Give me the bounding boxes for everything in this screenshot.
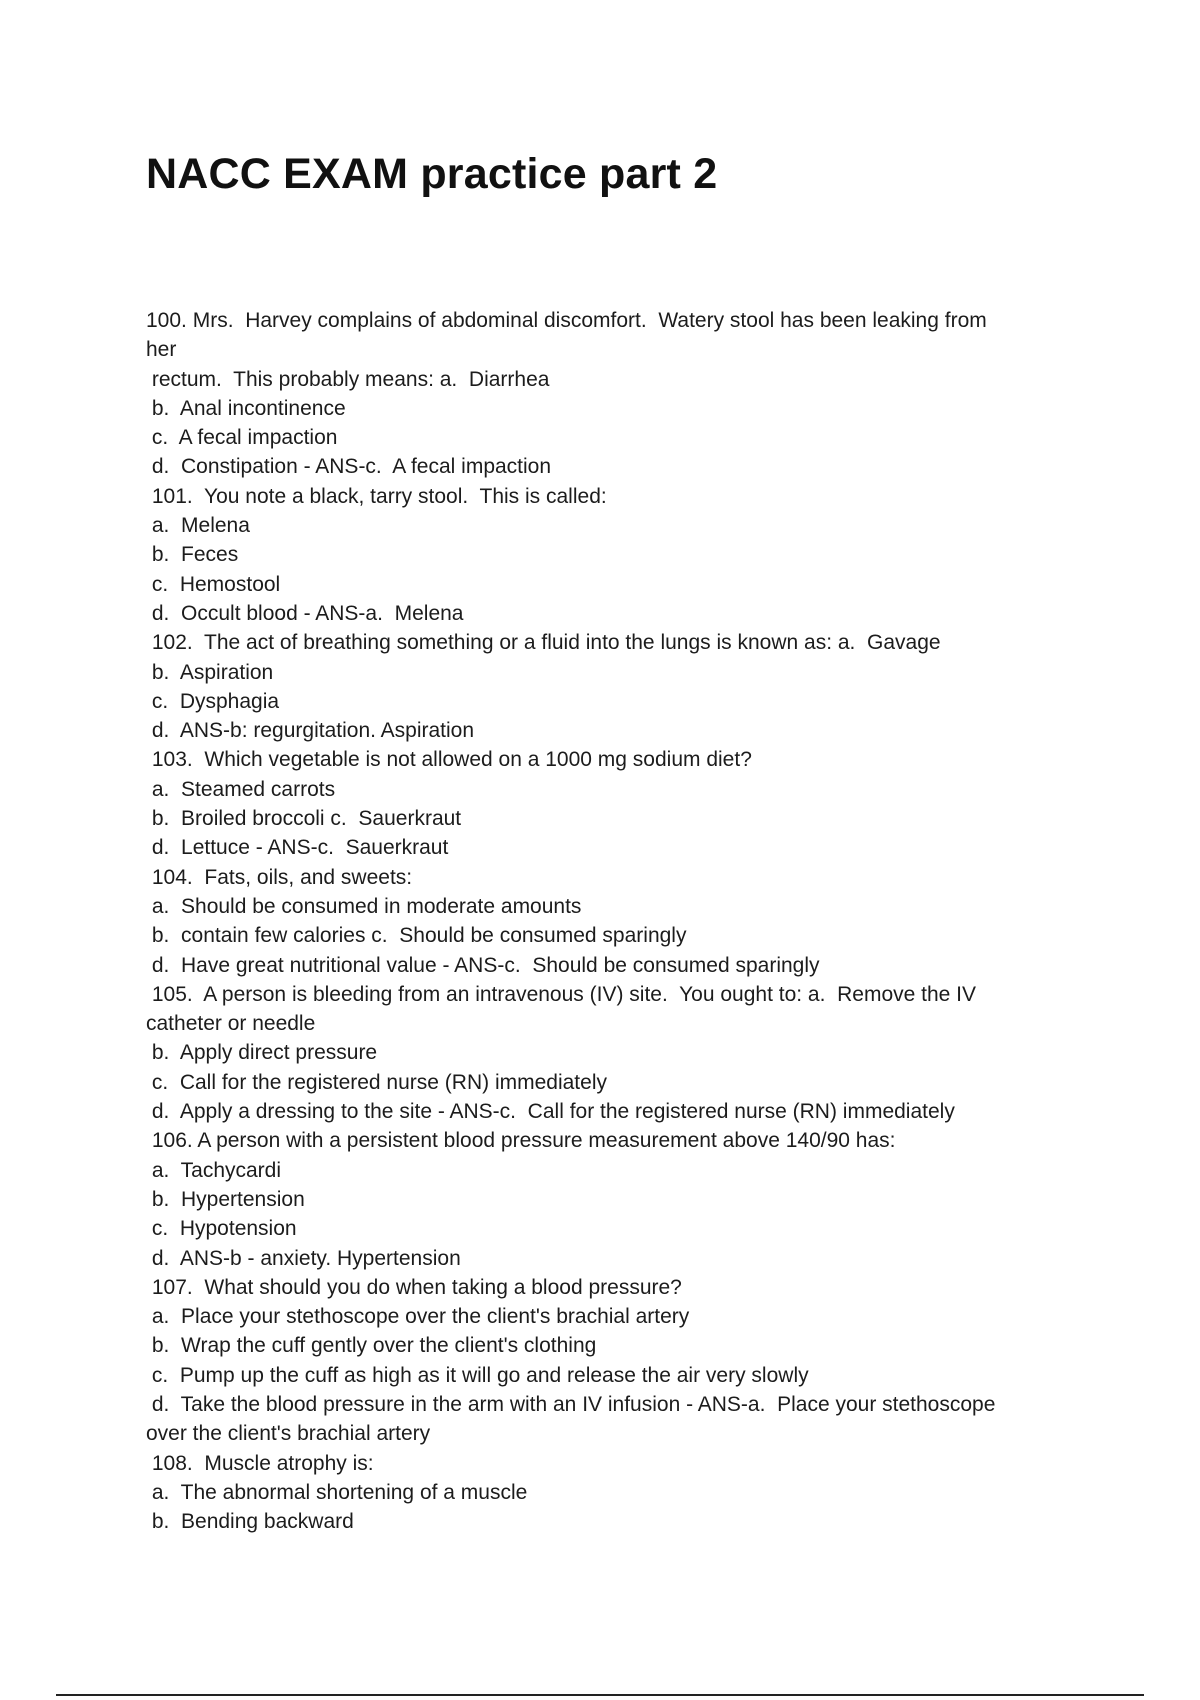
- text-line: d. Constipation - ANS-c. A fecal impaction: [146, 455, 552, 479]
- text-line: 101. You note a black, tarry stool. This is called:: [146, 484, 607, 508]
- text-line: b. Wrap the cuff gently over the client's clothing: [146, 1334, 597, 1358]
- text-line: 103. Which vegetable is not allowed on a 1000 mg sodium diet?: [146, 748, 752, 772]
- text-line: b. Bending backward: [146, 1510, 354, 1534]
- text-line: her: [146, 338, 177, 362]
- text-line: catheter or needle: [146, 1012, 316, 1036]
- text-line: d. Take the blood pressure in the arm with an IV infusion - ANS-a. Place your stethoscope: [146, 1392, 996, 1416]
- text-line: a. Should be consumed in moderate amounts: [146, 894, 582, 918]
- text-line: b. Broiled broccoli c. Sauerkraut: [146, 807, 462, 831]
- text-line: a. Steamed carrots: [146, 777, 336, 801]
- footer-divider: [56, 1694, 1144, 1696]
- text-line: 102. The act of breathing something or a fluid into the lungs is known as: a. Gavage: [146, 631, 941, 655]
- text-line: 104. Fats, oils, and sweets:: [146, 865, 413, 889]
- text-line: b. Apply direct pressure: [146, 1041, 378, 1065]
- text-line: 106. A person with a persistent blood pressure measurement above 140/90 has:: [146, 1129, 896, 1153]
- text-line: c. Hemostool: [146, 572, 281, 596]
- text-line: 100. Mrs. Harvey complains of abdominal discomfort. Watery stool has been leaking from: [146, 309, 987, 332]
- text-line: a. Tachycardi: [146, 1158, 282, 1182]
- text-line: a. The abnormal shortening of a muscle: [146, 1480, 528, 1504]
- text-line: d. Occult blood - ANS-a. Melena: [146, 601, 464, 625]
- text-line: b. Anal incontinence: [146, 396, 346, 420]
- text-line: b. Feces: [146, 543, 239, 567]
- text-line: rectum. This probably means: a. Diarrhea: [146, 367, 550, 391]
- text-line: b. contain few calories c. Should be consumed sparingly: [146, 924, 687, 948]
- text-line: over the client's brachial artery: [146, 1422, 431, 1446]
- document-body: [146, 306, 1066, 1536]
- text-line: c. A fecal impaction: [146, 426, 338, 450]
- text-line: b. Aspiration: [146, 660, 274, 684]
- text-line: c. Hypotension: [146, 1217, 297, 1241]
- text-line: 105. A person is bleeding from an intravenous (IV) site. You ought to: a. Remove the IV: [146, 982, 977, 1006]
- text-line: c. Dysphagia: [146, 689, 280, 713]
- text-line: d. ANS-b: regurgitation. Aspiration: [146, 719, 475, 743]
- text-line: 108. Muscle atrophy is:: [146, 1451, 374, 1475]
- text-line: c. Pump up the cuff as high as it will go and release the air very slowly: [146, 1363, 809, 1387]
- text-line: d. Have great nutritional value - ANS-c. Should be consumed sparingly: [146, 953, 820, 977]
- text-line: c. Call for the registered nurse (RN) immediately: [146, 1070, 607, 1094]
- text-line: d. ANS-b - anxiety. Hypertension: [146, 1246, 461, 1270]
- text-line: a. Place your stethoscope over the client's brachial artery: [146, 1305, 690, 1329]
- text-line: 107. What should you do when taking a blood pressure?: [146, 1275, 682, 1299]
- text-line: b. Hypertension: [146, 1187, 305, 1211]
- text-line: a. Melena: [146, 514, 250, 538]
- text-line: d. Lettuce - ANS-c. Sauerkraut: [146, 836, 449, 860]
- text-line: d. Apply a dressing to the site - ANS-c. Call for the registered nurse (RN) immediately: [146, 1100, 955, 1124]
- page-title: NACC EXAM practice part 2: [146, 150, 718, 198]
